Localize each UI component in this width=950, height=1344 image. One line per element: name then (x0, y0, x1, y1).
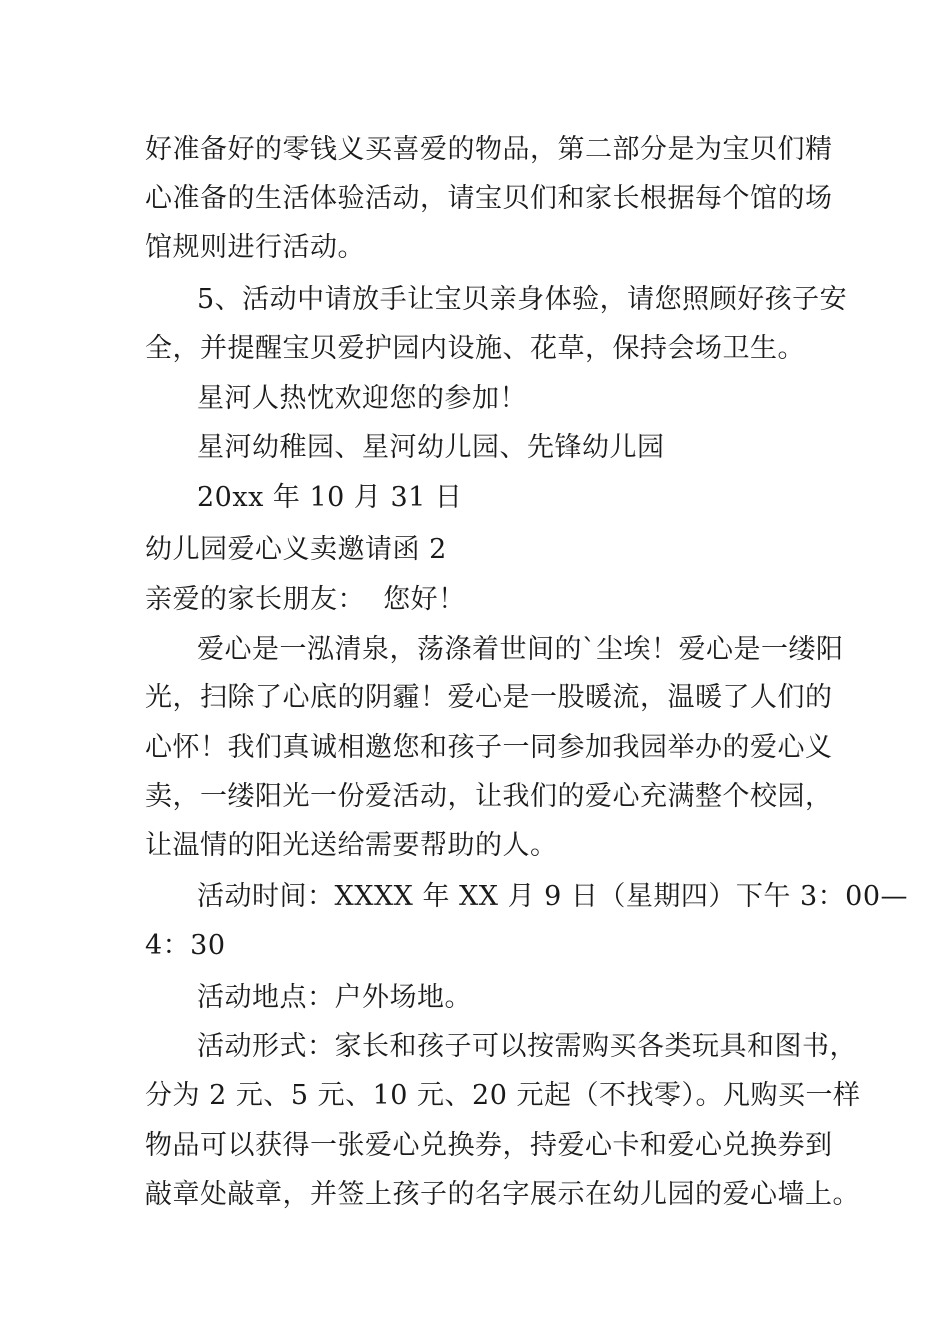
text-line: 星河人热忱欢迎您的参加！ (197, 383, 527, 414)
text-line: 全，并提醒宝贝爱护园内设施、花草，保持会场卫生。 (145, 333, 805, 364)
text-line: 4：30 (145, 930, 226, 961)
text-line: 好准备好的零钱义买喜爱的物品，第二部分是为宝贝们精 (145, 134, 833, 165)
section-title: 幼儿园爱心义卖邀请函 2 (145, 534, 447, 565)
text-line: 心准备的生活体验活动，请宝贝们和家长根据每个馆的场 (145, 183, 833, 214)
date-line: 20xx 年 10 月 31 日 (197, 482, 463, 513)
text-line: 心怀！我们真诚相邀您和孩子一同参加我园举办的爱心义 (145, 732, 833, 763)
text-line: 分为 2 元、5 元、10 元、20 元起（不找零）。凡购买一样 (145, 1080, 861, 1111)
text-line: 馆规则进行活动。 (145, 232, 365, 263)
text-line: 让温情的阳光送给需要帮助的人。 (145, 830, 558, 861)
signature-line: 星河幼稚园、星河幼儿园、先锋幼儿园 (197, 432, 665, 463)
text-line: 活动地点：户外场地。 (197, 982, 472, 1013)
text-line: 活动时间：XXXX 年 XX 月 9 日（星期四）下午 3：00— (197, 881, 909, 912)
salutation: 亲爱的家长朋友： 您好！ (145, 584, 466, 615)
text-line: 爱心是一泓清泉，荡涤着世间的`尘埃！爱心是一缕阳 (197, 634, 844, 665)
text-line: 5、活动中请放手让宝贝亲身体验，请您照顾好孩子安 (197, 284, 848, 315)
text-line: 卖，一缕阳光一份爱活动，让我们的爱心充满整个校园， (145, 781, 833, 812)
text-line: 物品可以获得一张爱心兑换券，持爱心卡和爱心兑换券到 (145, 1130, 833, 1161)
text-line: 敲章处敲章，并签上孩子的名字展示在幼儿园的爱心墙上。 (145, 1179, 860, 1210)
text-line: 光，扫除了心底的阴霾！爱心是一股暖流，温暖了人们的 (145, 682, 833, 713)
text-line: 活动形式：家长和孩子可以按需购买各类玩具和图书， (197, 1031, 857, 1062)
